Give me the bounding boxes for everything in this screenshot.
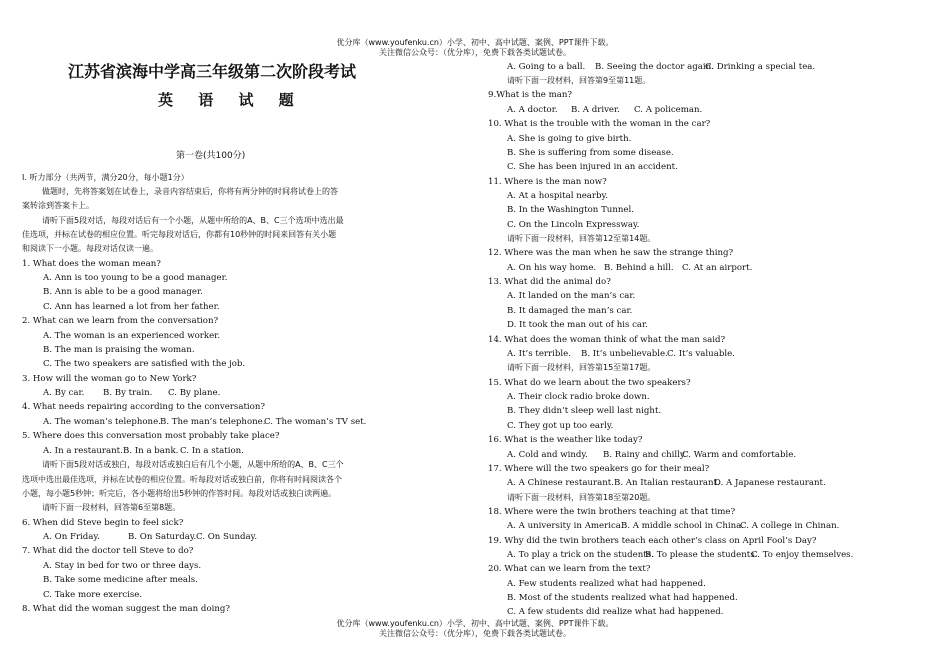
question-10: 10. What is the trouble with the woman in the car?	[488, 119, 711, 129]
instruction: 请听下面5段对话，每段对话后有一个小题，从题中所给的A、B、C三个选项中选出最	[42, 216, 344, 225]
option: C. On Sunday.	[196, 532, 258, 542]
instruction: 和阅读下一小题。每段对话仅读一遍。	[22, 244, 158, 253]
part-title: 第一卷(共100分)	[176, 151, 246, 161]
option: B. It damaged the man’s car.	[507, 306, 633, 316]
option: C. It’s valuable.	[667, 349, 735, 359]
instruction: 选项中选出最佳选项，并标在试卷的相应位置。听每段对话或独白前，你将有时间阅读各个	[22, 475, 342, 484]
option: B. The man’s telephone.	[160, 417, 266, 427]
footer-line-1: 优分库（www.youfenku.cn）小学、初中、高中试题、案例、PPT课件下载。	[336, 619, 614, 628]
page-header	[0, 38, 950, 58]
question-18: 18. Where were the twin brothers teaching at that time?	[488, 507, 736, 517]
page-footer	[0, 619, 950, 639]
option: B. She is suffering from some disease.	[507, 148, 674, 158]
option: A. In a restaurant.	[43, 446, 123, 456]
option: C. A policeman.	[634, 105, 703, 115]
option: C. The two speakers are satisfied with the job.	[43, 359, 246, 369]
instruction: 请听下面一段材料，回答第15至第17题。	[507, 363, 656, 372]
question-8: 8. What did the woman suggest the man doing?	[22, 604, 231, 614]
option: A. Their clock radio broke down.	[507, 392, 650, 402]
instruction: 小题，每小题5秒钟；听完后，各小题将给出5秒钟的作答时间。每段对话或独白读两遍。	[22, 489, 337, 498]
question-19: 19. Why did the twin brothers teach each other’s class on April Fool’s Day?	[488, 536, 817, 546]
option: A. Ann is too young to be a good manager.	[43, 273, 228, 283]
option: B. To please the students.	[645, 550, 758, 560]
option: A. It landed on the man’s car.	[507, 291, 636, 301]
question-9: 9.What is the man?	[488, 90, 572, 100]
option: B. Rainy and chilly.	[603, 450, 687, 460]
option: C. They got up too early.	[507, 421, 614, 431]
question-2: 2. What can we learn from the conversation?	[22, 316, 219, 326]
instruction: 请听下面一段材料，回答第12至第14题。	[507, 234, 656, 243]
footer-line-2: 关注微信公众号：（优分库），免费下载各类试题试卷。	[379, 629, 571, 638]
exam-subtitle: 英 语 试 题	[158, 91, 304, 109]
question-6: 6. When did Steve begin to feel sick?	[22, 518, 184, 528]
question-1: 1. What does the woman mean?	[22, 259, 161, 269]
option: A. By car.	[43, 388, 85, 398]
option: C. Take more exercise.	[43, 590, 143, 600]
option: B. A middle school in China.	[621, 521, 745, 531]
question-11: 11. Where is the man now?	[488, 177, 607, 187]
option: C. To enjoy themselves.	[751, 550, 854, 560]
option: B. Seeing the doctor again.	[595, 62, 714, 72]
option: B. Most of the students realized what had happened.	[507, 593, 738, 603]
option: B. It’s unbelievable.	[581, 349, 668, 359]
option: C. She has been injured in an accident.	[507, 162, 678, 172]
question-13: 13. What did the animal do?	[488, 277, 611, 287]
option: B. They didn’t sleep well last night.	[507, 406, 662, 416]
option: A. A doctor.	[507, 105, 558, 115]
option: A. The woman’s telephone.	[43, 417, 161, 427]
option: B. In the Washington Tunnel.	[507, 205, 634, 215]
question-17: 17. Where will the two speakers go for their meal?	[488, 464, 710, 474]
option: B. In a bank.	[123, 446, 179, 456]
option: A. Cold and windy.	[507, 450, 588, 460]
option: A. Going to a ball.	[507, 62, 586, 72]
instruction: 请听下面一段材料，回答第6至第8题。	[42, 503, 181, 512]
header-line-2: 关注微信公众号：（优分库），免费下载各类试题试卷。	[379, 48, 571, 57]
exam-title: 江苏省滨海中学高三年级第二次阶段考试	[68, 62, 357, 81]
option: A. Few students realized what had happened.	[507, 579, 706, 589]
question-14: 14. What does the woman think of what the man said?	[488, 335, 726, 345]
option: D. A Japanese restaurant.	[714, 478, 826, 488]
option: C. The woman’s TV set.	[264, 417, 367, 427]
option: C. Drinking a special tea.	[705, 62, 816, 72]
option: B. Ann is able to be a good manager.	[43, 287, 203, 297]
question-16: 16. What is the weather like today?	[488, 435, 643, 445]
option: B. By train.	[103, 388, 153, 398]
option: B. Behind a hill.	[604, 263, 674, 273]
option: D. It took the man out of his car.	[507, 320, 648, 330]
option: C. Ann has learned a lot from her father.	[43, 302, 220, 312]
header-line-1: 优分库（www.youfenku.cn）小学、初中、高中试题、案例、PPT课件下载。	[336, 38, 614, 47]
instruction: 做题时，先将答案划在试卷上，录音内容结束后，你将有两分钟的时间将试卷上的答	[42, 187, 338, 196]
option: C. By plane.	[168, 388, 221, 398]
instruction: 请听下面一段材料，回答第18至第20题。	[507, 493, 656, 502]
option: B. A driver.	[571, 105, 620, 115]
option: A. Stay in bed for two or three days.	[43, 561, 202, 571]
option: A. To play a trick on the students.	[507, 550, 654, 560]
option: A. On his way home.	[507, 263, 597, 273]
section-title: I. 听力部分（共两节，满分20分，每小题1分）	[22, 173, 189, 182]
option: A. On Friday.	[43, 532, 100, 542]
option: A. It’s terrible.	[507, 349, 571, 359]
question-15: 15. What do we learn about the two speakers?	[488, 378, 691, 388]
option: B. An Italian restaurant.	[614, 478, 720, 488]
question-12: 12. Where was the man when he saw the strange thing?	[488, 248, 734, 258]
question-5: 5. Where does this conversation most probably take place?	[22, 431, 280, 441]
option: C. A college in Chinan.	[740, 521, 840, 531]
question-20: 20. What can we learn from the text?	[488, 564, 651, 574]
option: C. On the Lincoln Expressway.	[507, 220, 640, 230]
instruction: 请听下面5段对话或独白，每段对话或独白后有几个小题，从题中所给的A、B、C三个	[42, 460, 344, 469]
option: B. Take some medicine after meals.	[43, 575, 198, 585]
question-3: 3. How will the woman go to New York?	[22, 374, 197, 384]
option: A. A Chinese restaurant.	[507, 478, 614, 488]
option: C. At an airport.	[682, 263, 753, 273]
option: C. In a station.	[180, 446, 244, 456]
instruction: 请听下面一段材料，回答第9至第11题。	[507, 76, 651, 85]
option: A. She is going to give birth.	[507, 134, 632, 144]
option: C. Warm and comfortable.	[682, 450, 797, 460]
option: A. At a hospital nearby.	[507, 191, 608, 201]
option: A. The woman is an experienced worker.	[43, 331, 221, 341]
option: B. The man is praising the woman.	[43, 345, 195, 355]
instruction: 佳选项，并标在试卷的相应位置。听完每段对话后，你都有10秒钟的时间来回答有关小题	[22, 230, 337, 239]
option: B. On Saturday.	[128, 532, 197, 542]
question-4: 4. What needs repairing according to the conversation?	[22, 402, 265, 412]
option: A. A university in America.	[507, 521, 624, 531]
option: C. A few students did realize what had happened.	[507, 607, 724, 617]
question-7: 7. What did the doctor tell Steve to do?	[22, 546, 194, 556]
instruction: 案转涂到答案卡上。	[22, 201, 94, 210]
